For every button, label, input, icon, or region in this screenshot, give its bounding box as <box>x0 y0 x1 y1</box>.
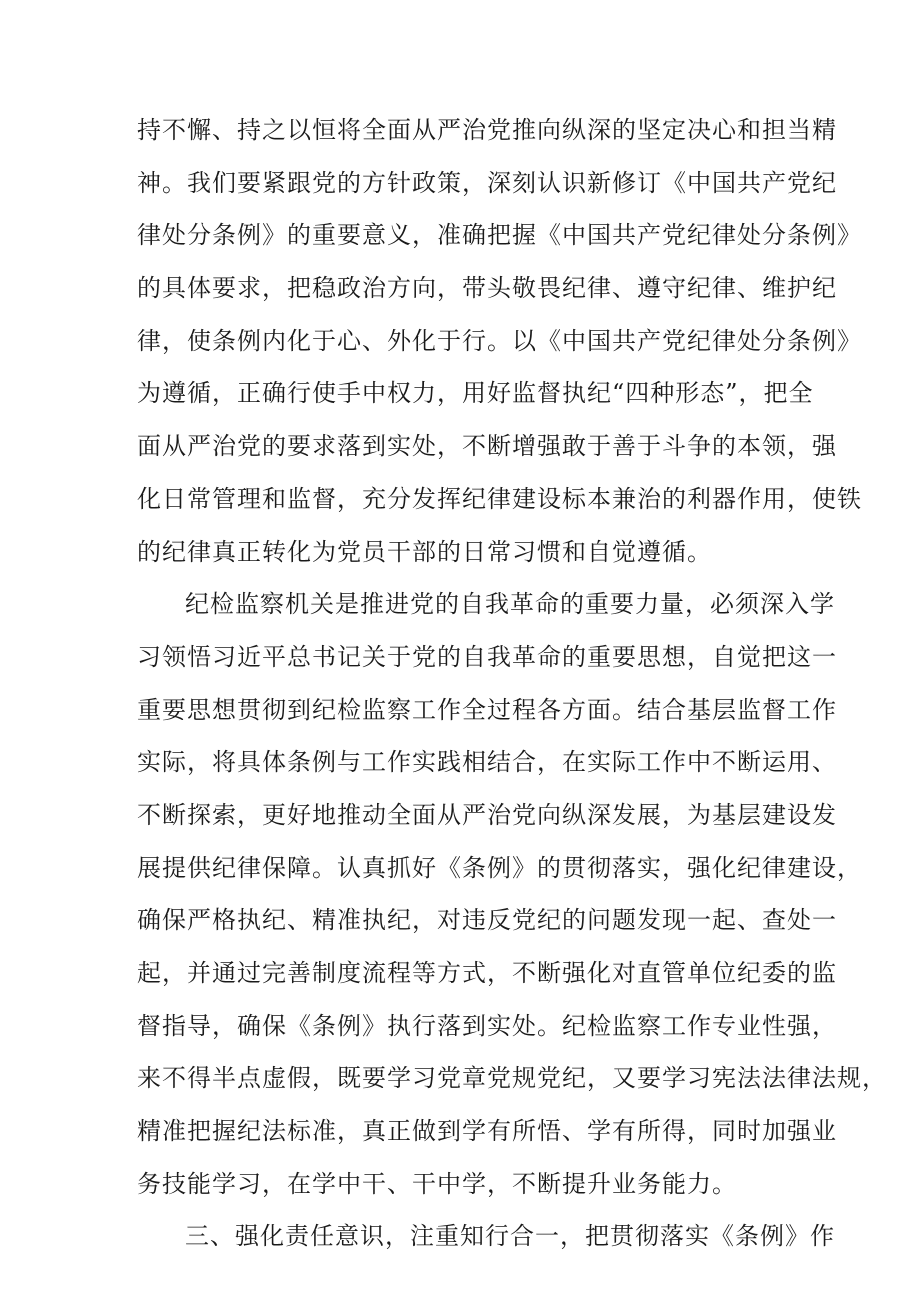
text-line: 督指导，确保《条例》执行落到实处。纪检监察工作专业性强， <box>137 1011 837 1040</box>
text-line: 务技能学习，在学中干、干中学，不断提升业务能力。 <box>137 1169 737 1198</box>
text-line: 神。我们要紧跟党的方针政策，深刻认识新修订《中国共产党纪 <box>137 168 837 197</box>
paragraph-start-line: 纪检监察机关是推进党的自我革命的重要力量，必须深入学 <box>185 590 835 619</box>
text-line: 重要思想贯彻到纪检监察工作全过程各方面。结合基层监督工作 <box>137 695 837 724</box>
text-line: 不断探索，更好地推动全面从严治党向纵深发展，为基层建设发 <box>137 800 837 829</box>
text-line: 律处分条例》的重要意义，准确把握《中国共产党纪律处分条例》 <box>137 221 862 250</box>
text-line: 为遵循，正确行使手中权力，用好监督执纪“四种形态”，把全 <box>137 379 814 408</box>
text-line: 律，使条例内化于心、外化于行。以《中国共产党纪律处分条例》 <box>137 326 862 355</box>
text-line: 面从严治党的要求落到实处，不断增强敢于善于斗争的本领，强 <box>137 432 837 461</box>
text-line: 实际，将具体条例与工作实践相结合，在实际工作中不断运用、 <box>137 748 837 777</box>
text-line: 精准把握纪法标准，真正做到学有所悟、学有所得，同时加强业 <box>137 1117 837 1146</box>
text-line: 的纪律真正转化为党员干部的日常习惯和自觉遵循。 <box>137 537 712 566</box>
text-line: 持不懈、持之以恒将全面从严治党推向纵深的坚定决心和担当精 <box>137 116 837 144</box>
text-line: 起，并通过完善制度流程等方式，不断强化对直管单位纪委的监 <box>137 959 837 987</box>
document-body <box>137 104 887 1263</box>
section-heading-line: 三、强化责任意识，注重知行合一，把贯彻落实《条例》作 <box>185 1222 835 1251</box>
text-line: 习领悟习近平总书记关于党的自我革命的重要思想，自觉把这一 <box>137 642 837 671</box>
text-line: 确保严格执纪、精准执纪，对违反党纪的问题发现一起、查处一 <box>137 906 837 935</box>
text-line: 展提供纪律保障。认真抓好《条例》的贯彻落实，强化纪律建设， <box>137 853 862 882</box>
text-line: 来不得半点虚假，既要学习党章党规党纪，又要学习宪法法律法规， <box>137 1064 887 1093</box>
text-line: 的具体要求，把稳政治方向，带头敬畏纪律、遵守纪律、维护纪 <box>137 274 837 303</box>
text-line: 化日常管理和监督，充分发挥纪律建设标本兼治的利器作用，使铁 <box>137 484 862 513</box>
